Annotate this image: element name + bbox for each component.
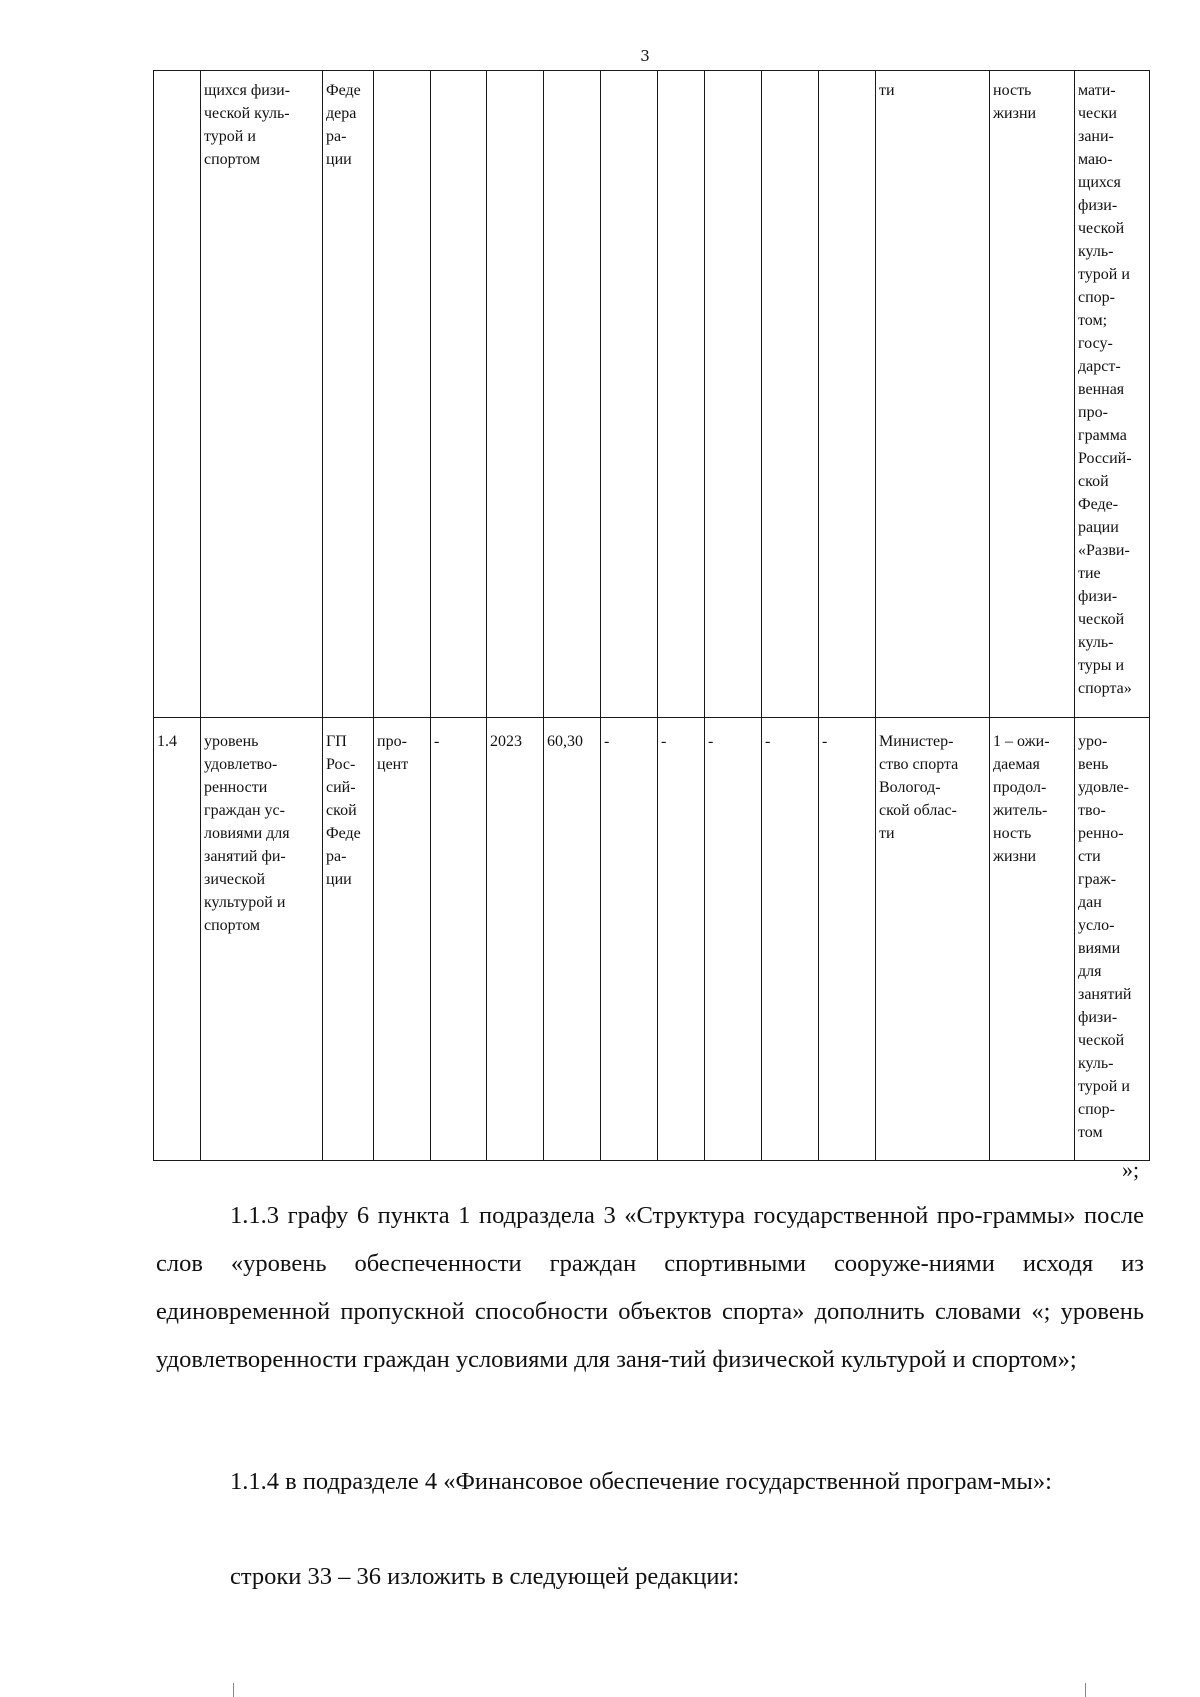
- cell-indicator-name: уровень удовлетво- ренности граждан ус- ловиями для занятий фи- зической культурой и спортом: [201, 718, 323, 1161]
- cell-number: 1.4: [154, 718, 201, 1161]
- paragraph-1-1-4: 1.1.4 в подразделе 4 «Финансовое обеспечение государственной програм-мы»:: [230, 1468, 1052, 1495]
- cell-responsible: ти: [876, 71, 990, 718]
- table-row: [154, 718, 1150, 1161]
- cell-column-12: -: [819, 718, 876, 1161]
- cell-responsible: Министер- ство спорта Вологод- ской облас- ти: [876, 718, 990, 1161]
- paragraph-1-1-3: 1.1.3 графу 6 пункта 1 подраздела 3 «Структура государственной про-граммы» после слов «уровень обеспеченности граждан спортивными сооруже-ниями исходя из единовременной пропускной способности объектов спорта» дополнить словами «; уровень удовлетворенности граждан условиями для заня-тий физической культурой и спортом»;: [156, 1202, 1144, 1373]
- cell-base-year: 2023: [487, 718, 544, 1161]
- cell-column-10: [705, 71, 762, 718]
- cell-goal: 1 – ожи- даемая продол- житель- ность жизни: [990, 718, 1075, 1161]
- cell-column-5: [431, 71, 487, 718]
- cell-column-9: -: [658, 718, 705, 1161]
- cell-column-11: [762, 71, 819, 718]
- cell-base-year: [487, 71, 544, 718]
- indicators-table: [153, 70, 1150, 1161]
- cell-column-12: [819, 71, 876, 718]
- cell-goal: ность жизни: [990, 71, 1075, 718]
- cell-unit: [374, 71, 431, 718]
- cell-source: Феде дера ра- ции: [323, 71, 374, 718]
- cell-column-8: -: [601, 718, 658, 1161]
- cell-indicator-name: щихся физи- ческой куль- турой и спортом: [201, 71, 323, 718]
- paragraph-rows-33-36: строки 33 – 36 изложить в следующей редакции:: [230, 1563, 740, 1590]
- cell-base-value: 60,30: [544, 718, 601, 1161]
- table-row: [154, 71, 1150, 718]
- cell-link: мати- чески зани- маю- щихся физи- ческой куль- турой и спор- том; госу- дарст- венная про- грамма Россий- ской Феде- рации «Разви- тие физи- ческой куль- туры и спорта»: [1075, 71, 1150, 718]
- cell-source: ГП Рос- сий- ской Феде ра- ции: [323, 718, 374, 1161]
- closing-quote-mark: »;: [1122, 1157, 1140, 1182]
- cell-link: уро- вень удовле- тво- ренно- сти граж- дан усло- виями для занятий физи- ческой куль- турой и спор- том: [1075, 718, 1150, 1161]
- cell-column-11: -: [762, 718, 819, 1161]
- cell-base-value: [544, 71, 601, 718]
- cell-column-9: [658, 71, 705, 718]
- cell-unit: про- цент: [374, 718, 431, 1161]
- cell-column-10: -: [705, 718, 762, 1161]
- scan-mark: [1085, 1683, 1086, 1697]
- cell-column-5: -: [431, 718, 487, 1161]
- cell-column-8: [601, 71, 658, 718]
- page-number: 3: [640, 47, 650, 65]
- scan-mark: [233, 1683, 234, 1697]
- cell-number: [154, 71, 201, 718]
